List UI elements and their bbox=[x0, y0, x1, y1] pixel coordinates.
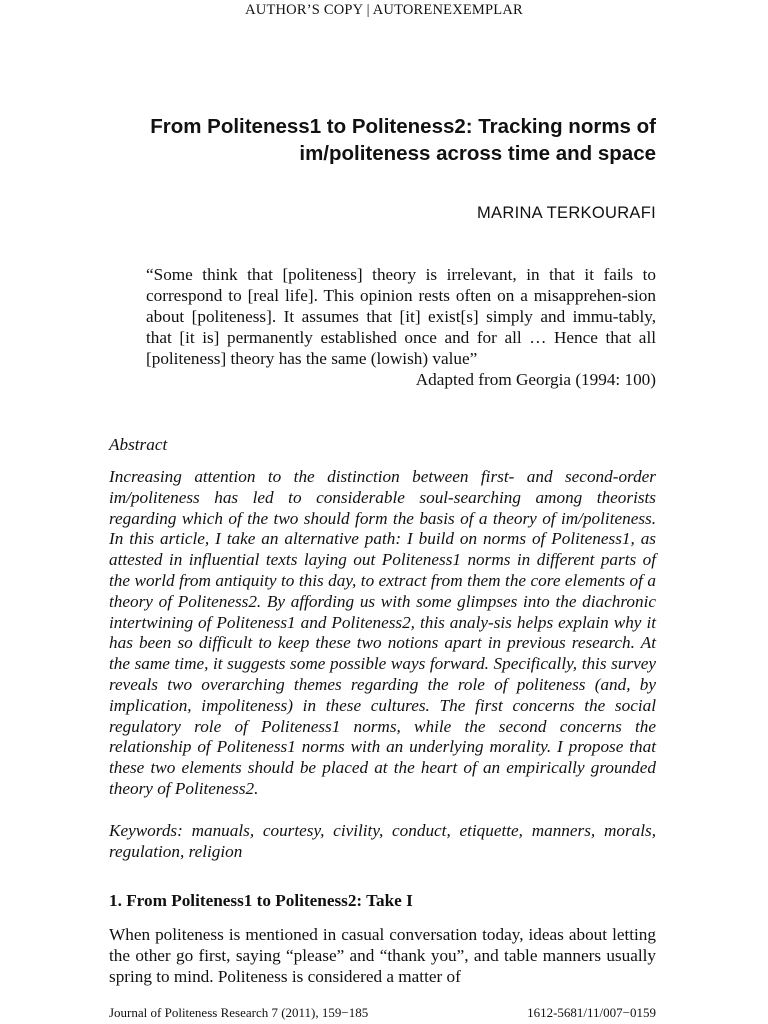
article-code: 1612-5681/11/007−0159 bbox=[527, 1005, 656, 1020]
epigraph-source: Adapted from Georgia (1994: 100) bbox=[415, 370, 656, 389]
epigraph-quote: “Some think that [politeness] theory is irrelevant, in that it fails to correspond to [real life]. This opinion rests often on a misapprehen-sion about [politeness]. It assumes that [it] exist[s] simply and immu-tably, that [it is] permanently established once and for all … Hence that all [politeness] theory has the same (lowish) value” bbox=[146, 265, 656, 368]
abstract-heading: Abstract bbox=[109, 435, 168, 454]
section-heading: 1. From Politeness1 to Politeness2: Take I bbox=[109, 891, 413, 910]
keywords: Keywords: manuals, courtesy, civility, conduct, etiquette, manners, morals, regulation, religion bbox=[109, 821, 656, 861]
abstract-text: Increasing attention to the distinction between first- and second-order im/politeness has led to considerable soul-searching among theorists regarding which of the two should form the basis of a theory of im/politeness. In this article, I take an alternative path: I build on norms of Politeness1, as attested in influential texts laying out Politeness1 norms in different parts of the world from antiquity to this day, to extract from them the core elements of a theory of Politeness2. By affording us with some glimpses into the diachronic intertwining of Politeness1 and Politeness2, this analy-sis helps explain why it has been so difficult to keep these two notions apart in previous research. At the same time, it suggests some possible ways forward. Specifically, this survey reveals two overarching themes regarding the role of politeness (and, by implication, impoliteness) in these cultures. The first concerns the social regulatory role of Politeness1 norms, while the second concerns the relationship of Politeness1 norms with an underlying morality. I propose that these two elements should be placed at the heart of an empirically grounded theory of Politeness2. bbox=[109, 467, 656, 798]
author-name: MARINA TERKOURAFI bbox=[477, 204, 656, 222]
section-body-text: When politeness is mentioned in casual conversation today, ideas about letting the other go first, saying “please” and “thank you”, and table manners usually spring to mind. Politeness is considered a matter of bbox=[109, 925, 656, 986]
author-copy-header: AUTHOR’S COPY | AUTORENEXEMPLAR bbox=[245, 2, 523, 18]
journal-citation: Journal of Politeness Research 7 (2011), 159−185 bbox=[109, 1005, 369, 1020]
article-title: From Politeness1 to Politeness2: Tracking norms of im/politeness across time and space bbox=[150, 115, 656, 165]
